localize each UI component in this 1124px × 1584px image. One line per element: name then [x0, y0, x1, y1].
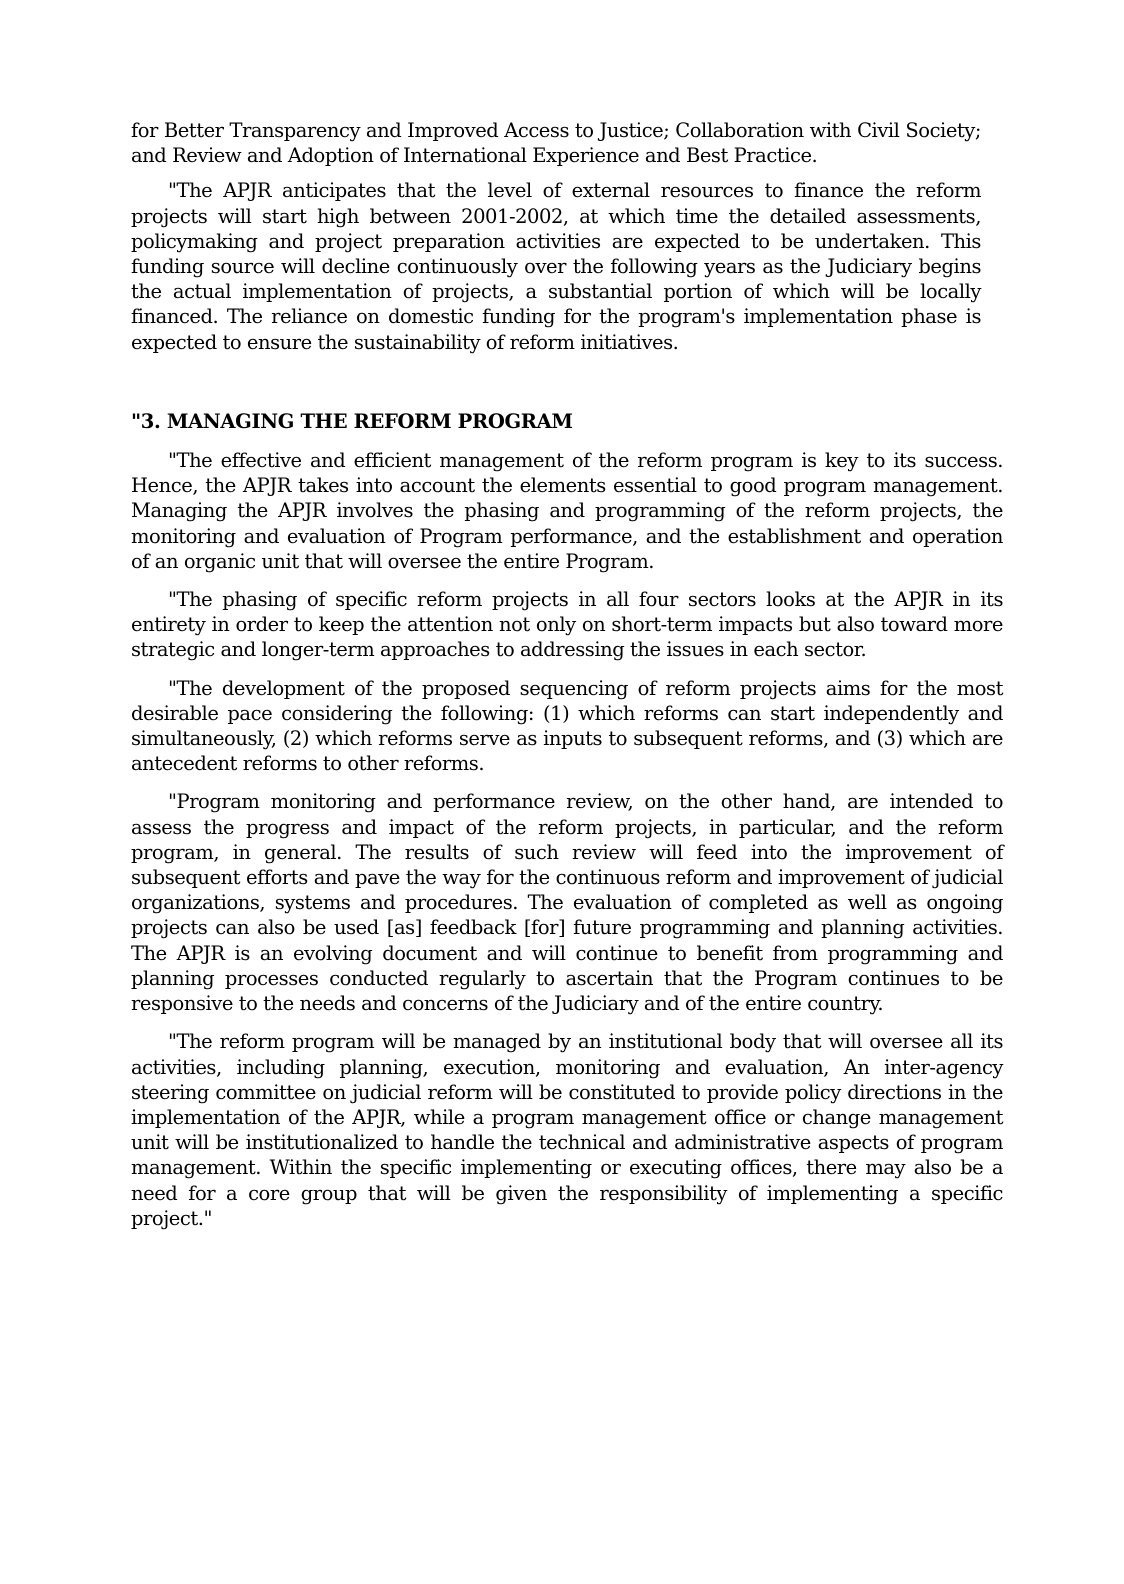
- section-heading: "3. MANAGING THE REFORM PROGRAM: [131, 409, 573, 433]
- document-page: [131, 118, 1003, 1231]
- paragraph-continuation: for Better Transparency and Improved Access to Justice; Collaboration with Civil Society; and Review and Adoption of International Experience and Best Practice.: [131, 119, 981, 168]
- paragraph-management: "The effective and efficient management of the reform program is key to its success. Hence, the APJR takes into account the elements essential to good program management. Managing the APJR involves the phasing and programming of the reform projects, the monitoring and evaluation of Program performance, and the establishment and operation of an organic unit that will oversee the entire Program.: [131, 449, 1003, 573]
- paragraph-phasing: "The phasing of specific reform projects in all four sectors looks at the APJR in its entirety in order to keep the attention not only on short-term impacts but also toward more strategic and longer-term approaches to addressing the issues in each sector.: [131, 588, 1003, 662]
- paragraph-monitoring: "Program monitoring and performance review, on the other hand, are intended to assess the progress and impact of the reform projects, in particular, and the reform program, in general. The results of such review will feed into the improvement of subsequent efforts and pave the way for the continuous reform and improvement of judicial organizations, systems and procedures. The evaluation of completed as well as ongoing projects can also be used [as] feedback [for] future programming and planning activities. The APJR is an evolving document and will continue to benefit from programming and planning processes conducted regularly to ascertain that the Program continues to be responsive to the needs and concerns of the Judiciary and of the entire country.: [131, 790, 1003, 1016]
- paragraph-external-resources: "The APJR anticipates that the level of external resources to finance the reform projects will start high between 2001-2002, at which time the detailed assessments, policymaking and project preparation activities are expected to be undertaken. This funding source will decline continuously over the following years as the Judiciary begins the actual implementation of projects, a substantial portion of which will be locally financed. The reliance on domestic funding for the program's implementation phase is expected to ensure the sustainability of reform initiatives.: [131, 179, 981, 354]
- paragraph-institutional-body: "The reform program will be managed by an institutional body that will oversee all its activities, including planning, execution, monitoring and evaluation, An inter-agency steering committee on judicial reform will be constituted to provide policy directions in the implementation of the APJR, while a program management office or change management unit will be institutionalized to handle the technical and administrative aspects of program management. Within the specific implementing or executing offices, there may also be a need for a core group that will be given the responsibility of implementing a specific project.": [131, 1030, 1003, 1230]
- paragraph-sequencing: "The development of the proposed sequencing of reform projects aims for the most desirable pace considering the following: (1) which reforms can start independently and simultaneously, (2) which reforms serve as inputs to subsequent reforms, and (3) which are antecedent reforms to other reforms.: [131, 676, 1003, 776]
